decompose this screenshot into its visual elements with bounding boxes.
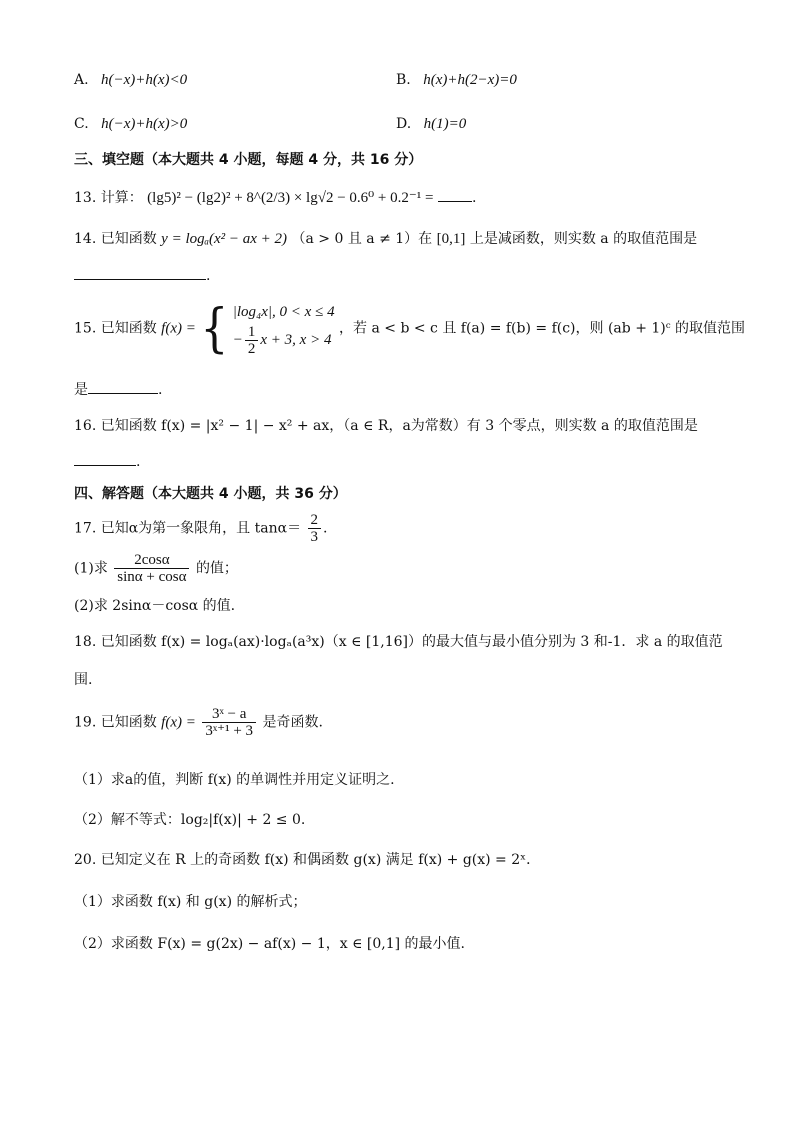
question-14: [74, 229, 697, 249]
q14-tail: 上是减函数，则实数 a 的取值范围是: [469, 231, 698, 247]
q14-answer-blank: [74, 267, 206, 280]
q20-part-1: （1）求函数 f(x) 和 g(x) 的解析式；: [74, 894, 307, 910]
q19-frac-num: 3ˣ − a: [202, 706, 256, 723]
q15-case-1: |log₄x|, 0 < x ≤ 4: [232, 304, 335, 320]
question-18: [74, 632, 723, 652]
q15-answer-line: 是 .: [74, 382, 163, 398]
q14-interval: [0,1]: [436, 231, 466, 247]
q19-suffix: 是奇函数.: [262, 714, 323, 731]
q19-fraction: [202, 706, 256, 739]
q19-part-2: （2）解不等式：log₂|f(x)| + 2 ≤ 0.: [74, 812, 306, 828]
q20-number: 20.: [74, 852, 97, 868]
q20-part-2: （2）求函数 F(x) = g(2x) − af(x) − 1，x ∈ [0,1] 的最小值.: [74, 936, 465, 952]
question-16: [74, 416, 698, 436]
q17-text: 已知α为第一象限角，且 tanα＝: [100, 520, 302, 537]
question-17: 17. 已知α为第一象限角，且 tanα＝ $\frac{2}{3}$ .: [74, 512, 328, 545]
q14-condition: （a > 0 且 a ≠ 1）在: [291, 231, 433, 247]
q15-tail: ，若 a < b < c 且 f(a) = f(b) = f(c)，则 (ab + 1)ᶜ 的取值范围: [339, 320, 746, 337]
section-4-heading: 四、解答题（本大题共 4 小题，共 36 分）: [74, 486, 347, 502]
q16-answer-line: .: [74, 452, 140, 472]
q17-part-1: [74, 552, 238, 588]
q17-p1-num: 2cosα: [114, 552, 189, 569]
q19-function: f(x) =: [161, 714, 196, 731]
q15-case-2: − $\frac{1}{2}$ x + 3, x > 4: [232, 324, 332, 357]
q18-text: 已知函数 f(x) = logₐ(ax)·logₐ(a³x)（x ∈ [1,16]）的最大值与最小值分别为 3 和-1．求 a 的取值范: [100, 634, 723, 650]
q20-text: 已知定义在 R 上的奇函数 f(x) 和偶函数 g(x) 满足 f(x) + g(x) = 2ˣ．: [100, 852, 541, 868]
question-15: [74, 297, 746, 366]
q17-frac-den: 3: [310, 529, 319, 545]
q14-prefix: 已知函数: [100, 231, 157, 247]
option-a-label: A.: [74, 72, 89, 88]
question-19: [74, 706, 323, 746]
q15-number: 15.: [74, 320, 97, 337]
q13-expression: (lg5)² − (lg2)² + 8^(2/3) × lg√2 − 0.6⁰ + 0.2⁻¹ =: [147, 190, 434, 206]
q17-fraction: [308, 512, 322, 545]
option-d-label: D.: [396, 116, 412, 132]
q13-prefix: 计算：: [100, 190, 143, 206]
q17-p1-prefix: (1)求: [74, 560, 108, 577]
option-d: [396, 114, 466, 134]
q16-number: 16.: [74, 418, 97, 434]
q19-frac-den: 3ˣ⁺¹ + 3: [205, 723, 254, 739]
q15-prefix: 已知函数: [100, 320, 157, 337]
q15-function: f(x) =: [161, 320, 196, 337]
q15-frac-num: 1: [245, 324, 259, 341]
option-c: [74, 114, 187, 134]
q14-function: y = logₐ(x² − ax + 2): [161, 231, 288, 247]
q19-part-1: （1）求a的值，判断 f(x) 的单调性并用定义证明之.: [74, 772, 395, 788]
q15-answer-blank: [88, 381, 158, 394]
question-20: [74, 850, 540, 870]
option-d-text: h(1)=0: [423, 116, 467, 132]
q18-line-2: 围.: [74, 672, 93, 688]
q17-p1-fraction: [114, 552, 189, 585]
q14-number: 14.: [74, 231, 97, 247]
q19-prefix: 已知函数: [100, 714, 157, 731]
q18-number: 18.: [74, 634, 97, 650]
q15-line2: 是: [74, 382, 88, 398]
q16-answer-blank: [74, 453, 136, 466]
option-c-label: C.: [74, 116, 89, 132]
q17-number: 17.: [74, 520, 97, 537]
section-3-heading: 三、填空题（本大题共 4 小题，每题 4 分，共 16 分）: [74, 152, 423, 168]
option-b-label: B.: [396, 72, 411, 88]
option-a-text: h(−x)+h(x)<0: [101, 72, 188, 88]
q17-part-2: (2)求 2sinα－cosα 的值.: [74, 598, 236, 614]
question-13: 13. 计算： (lg5)² − (lg2)² + 8^(2/3) × lg√2 − 0.6⁰ + 0.2⁻¹ = .: [74, 190, 477, 206]
q17-p1-suffix: 的值；: [195, 560, 238, 577]
q14-answer-line: .: [74, 266, 210, 286]
q15-cases: [233, 300, 335, 357]
q17-frac-num: 2: [308, 512, 322, 529]
option-a: [74, 70, 187, 90]
option-b: [396, 70, 517, 90]
q13-number: 13.: [74, 190, 97, 206]
option-c-text: h(−x)+h(x)>0: [101, 116, 188, 132]
q13-answer-blank: [438, 189, 472, 202]
q15-frac-den: 2: [247, 341, 256, 357]
q16-text: 已知函数 f(x) = |x² − 1| − x² + ax，（a ∈ R，a为常数）有 3 个零点，则实数 a 的取值范围是: [100, 418, 698, 434]
q15-case-2-rest: x + 3, x > 4: [260, 331, 332, 348]
option-b-text: h(x)+h(2−x)=0: [423, 72, 517, 88]
q17-p1-den: sinα + cosα: [117, 569, 187, 585]
q19-number: 19.: [74, 714, 97, 731]
q15-brace: {: [200, 297, 229, 359]
